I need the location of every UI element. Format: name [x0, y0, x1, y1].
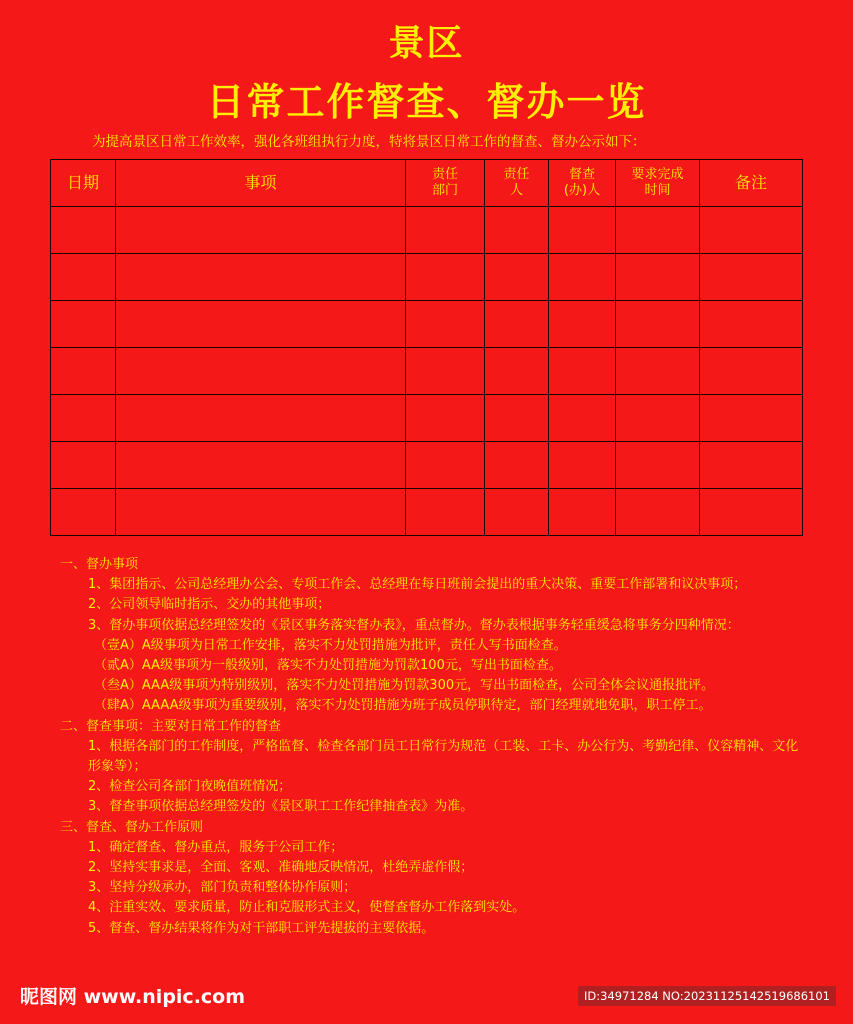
header-date — [51, 160, 116, 207]
table-cell — [485, 489, 549, 536]
header-person — [485, 160, 549, 207]
table-cell — [51, 489, 116, 536]
table-cell — [549, 254, 616, 301]
table-cell — [116, 254, 406, 301]
table-cell — [485, 254, 549, 301]
header-dept-line1: 责任 — [431, 167, 458, 182]
watermark-logo: 昵图网 www.nipic.com — [20, 986, 246, 1008]
table-cell — [116, 207, 406, 254]
table-cell — [700, 254, 803, 301]
section-heading: 三、督查、督办工作原则 — [60, 819, 204, 835]
table-row — [51, 254, 803, 301]
table-row — [51, 207, 803, 254]
table-cell — [406, 489, 485, 536]
header-person-line1: 责任 — [503, 167, 530, 182]
table-cell — [700, 489, 803, 536]
table-row — [51, 301, 803, 348]
rules-text — [60, 555, 800, 939]
section-item: 1、确定督查、督办重点，服务于公司工作； — [88, 839, 344, 855]
table-cell — [616, 348, 700, 395]
table-cell — [406, 395, 485, 442]
table-row — [51, 395, 803, 442]
header-remarks — [700, 160, 803, 207]
table-header-row — [51, 160, 803, 207]
table-cell — [616, 395, 700, 442]
table-row — [51, 489, 803, 536]
table-cell — [700, 442, 803, 489]
header-person-line2: 人 — [509, 183, 523, 198]
section-item: 3、督办事项依据总经理签发的《景区事务落实督办表》，重点督办。督办表根据事务轻重缓急将事务分四种情况： — [88, 617, 740, 633]
table-cell — [116, 442, 406, 489]
table-cell — [51, 442, 116, 489]
header-date-label: 日期 — [66, 173, 99, 192]
table-cell — [700, 348, 803, 395]
table-body — [51, 207, 803, 536]
table-cell — [406, 254, 485, 301]
header-dept — [406, 160, 485, 207]
intro-text: 为提高景区日常工作效率，强化各班组执行力度，特将景区日常工作的督查、督办公示如下： — [92, 134, 646, 150]
table-cell — [549, 207, 616, 254]
section-item: 3、督查事项依据总经理签发的《景区职工工作纪律抽查表》为准。 — [88, 799, 474, 815]
header-item — [116, 160, 406, 207]
table-cell — [51, 207, 116, 254]
table-cell — [549, 301, 616, 348]
header-deadline-line1: 要求完成 — [631, 167, 684, 182]
section-item: 5、督查、督办结果将作为对干部职工评先提拔的主要依据。 — [88, 920, 435, 936]
table-cell — [406, 442, 485, 489]
table-cell — [549, 395, 616, 442]
header-deadline-line2: 时间 — [644, 183, 671, 198]
table-row — [51, 442, 803, 489]
section-item: 2、检查公司各部门夜晚值班情况； — [88, 779, 292, 795]
table-cell — [485, 301, 549, 348]
table-cell — [485, 442, 549, 489]
table-cell — [51, 348, 116, 395]
section-item: 1、根据各部门的工作制度，严格监督、检查各部门员工日常行为规范（工装、工卡、办公行为、考勤纪律、仪容精神、文化形象等）； — [88, 738, 799, 775]
table-cell — [700, 395, 803, 442]
header-dept-line2: 部门 — [431, 183, 458, 198]
header-remarks-label: 备注 — [734, 173, 767, 192]
table-cell — [616, 442, 700, 489]
header-supervisor-line1: 督查 — [568, 167, 595, 182]
table-cell — [616, 254, 700, 301]
table-cell — [51, 395, 116, 442]
table-cell — [116, 301, 406, 348]
table-cell — [116, 395, 406, 442]
table-cell — [616, 301, 700, 348]
header-supervisor-line2: (办)人 — [563, 183, 601, 198]
table-cell — [406, 207, 485, 254]
section-item: （叁A）AAA级事项为特别级别，落实不力处罚措施为罚款300元，写出书面检查，公司全体会议通报批评。 — [94, 678, 715, 694]
table-cell — [406, 301, 485, 348]
section-item: 1、集团指示、公司总经理办公会、专项工作会、总经理在每日班前会提出的重大决策、重要工作部署和议决事项； — [88, 577, 747, 593]
header-deadline — [616, 160, 700, 207]
table-cell — [51, 301, 116, 348]
section-heading: 二、督查事项：主要对日常工作的督查 — [60, 718, 282, 734]
watermark-id: ID:34971284 NO:20231125142519686101 — [578, 986, 836, 1006]
section-heading: 一、督办事项 — [60, 557, 139, 572]
header-item-label: 事项 — [244, 173, 277, 192]
page-subtitle: 日常工作督查、督办一览 — [206, 80, 647, 124]
table-cell — [549, 442, 616, 489]
table-cell — [700, 207, 803, 254]
section-item: 3、坚持分级承办，部门负责和整体协作原则； — [88, 880, 357, 896]
table-row — [51, 348, 803, 395]
table-cell — [51, 254, 116, 301]
table-cell — [485, 348, 549, 395]
header-supervisor — [549, 160, 616, 207]
table-cell — [549, 489, 616, 536]
supervision-table — [50, 159, 803, 536]
table-cell — [485, 207, 549, 254]
table-cell — [116, 489, 406, 536]
section-item: 2、公司领导临时指示、交办的其他事项； — [88, 597, 331, 613]
section-item: （肆A）AAAA级事项为重要级别，落实不力处罚措施为班子成员停职待定，部门经理就地免职，职工停工。 — [94, 698, 712, 714]
section-item: （壹A）A级事项为日常工作安排，落实不力处罚措施为批评，责任人写书面检查。 — [94, 637, 567, 653]
section-item: 2、坚持实事求是，全面、客观、准确地反映情况，杜绝弄虚作假； — [88, 860, 474, 876]
table-cell — [485, 395, 549, 442]
section-item: 4、注重实效、要求质量，防止和克服形式主义，使督查督办工作落到实处。 — [88, 900, 526, 916]
table-cell — [116, 348, 406, 395]
table-cell — [406, 348, 485, 395]
table-cell — [616, 207, 700, 254]
table-cell — [616, 489, 700, 536]
section-item: （贰A）AA级事项为一般级别，落实不力处罚措施为罚款100元，写出书面检查。 — [94, 658, 562, 674]
table-cell — [549, 348, 616, 395]
table-cell — [700, 301, 803, 348]
page-title: 景区 — [388, 23, 465, 64]
